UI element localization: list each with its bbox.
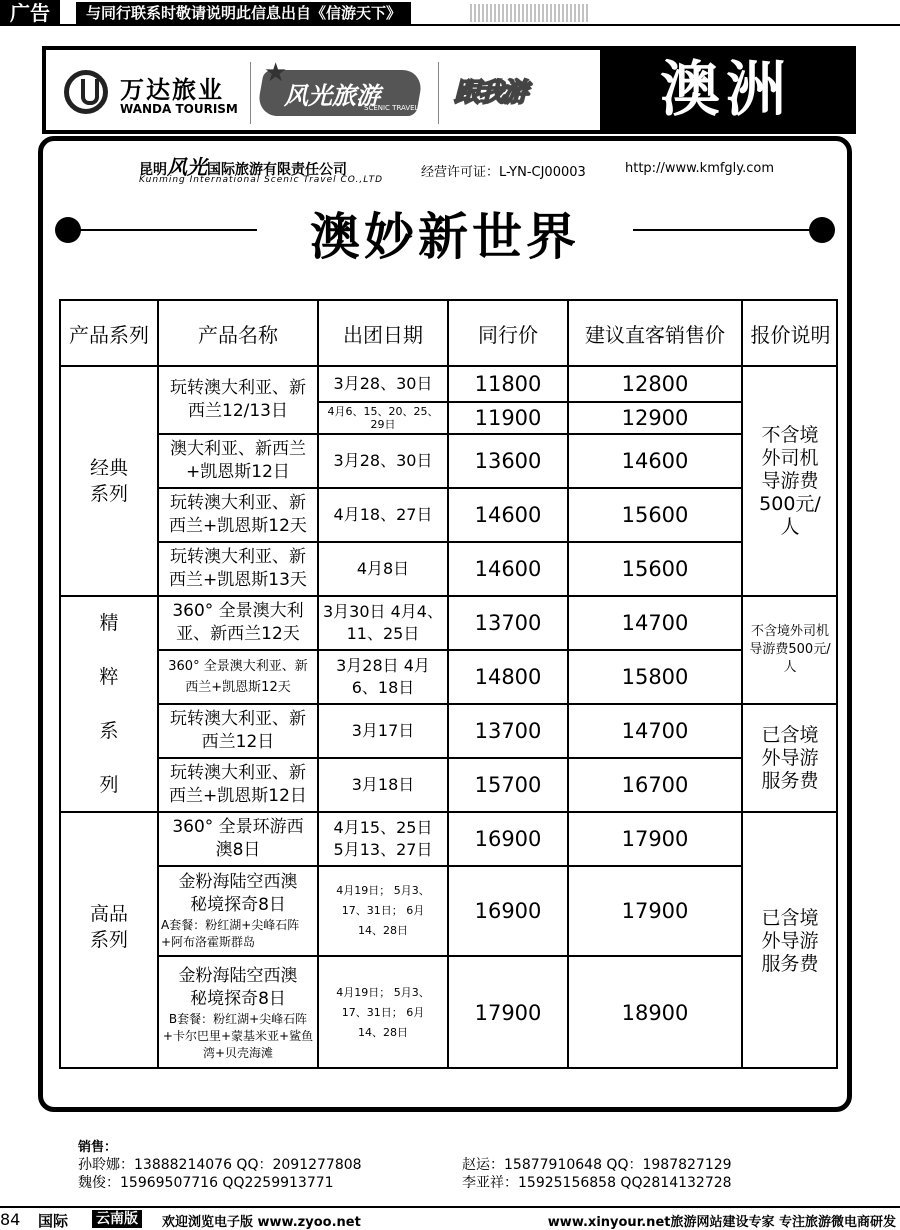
wanda-name-cn: 万达旅业 — [120, 76, 224, 104]
departure-date: 3月18日 — [351, 775, 415, 794]
departure-date: 4月15、25日 5月13、27日 — [333, 818, 433, 859]
main-panel — [38, 136, 852, 1112]
retail-price: 14700 — [621, 719, 689, 743]
departure-date: 4月6、15、20、25、29日 — [327, 405, 439, 431]
header-series: 产品系列 — [69, 322, 149, 347]
product-name: 玩转澳大利亚、新西兰+凯恩斯13天 — [169, 547, 307, 590]
retail-price: 14600 — [621, 449, 689, 473]
trade-price: 14800 — [474, 665, 542, 689]
destination-label: 澳洲 — [600, 50, 852, 130]
trade-price: 13700 — [474, 719, 542, 743]
series-essence — [89, 597, 129, 811]
retail-price: 12800 — [621, 372, 689, 396]
brand-header — [42, 46, 856, 134]
footer-right-text[interactable]: www.xinyour.net旅游网站建设专家 专注旅游微电商研发 — [547, 1215, 896, 1230]
product-name: 澳大利亚、新西兰+凯恩斯12日 — [170, 439, 306, 482]
retail-price: 15600 — [621, 503, 689, 527]
trade-price: 13700 — [474, 611, 542, 635]
footer-left-text[interactable]: 欢迎浏览电子版 www.zyoo.net — [162, 1215, 361, 1230]
trade-price: 13600 — [474, 449, 542, 473]
price-note: 不含境外司机导游费500元/人 — [749, 624, 831, 675]
brand-separator — [438, 62, 439, 124]
departure-date: 4月18、27日 — [333, 505, 433, 524]
departure-date: 4月8日 — [356, 559, 410, 578]
sales-contact: 赵运：15877910648 QQ：1987827129 — [462, 1157, 732, 1173]
trade-price: 16900 — [474, 899, 542, 923]
header-price-note: 报价说明 — [750, 322, 831, 347]
trade-price: 17900 — [474, 1001, 542, 1025]
product-name: 360° 全景澳大利亚、新西兰12天 — [172, 601, 304, 644]
retail-price: 17900 — [621, 827, 689, 851]
sales-contact: 孙聆娜：13888214076 QQ：2091277808 — [78, 1157, 362, 1173]
top-note: 与同行联系时敬请说明此信息出自《信游天下》 — [76, 2, 411, 24]
brand-separator — [250, 62, 251, 124]
package-detail: A套餐：粉红湖+尖峰石阵+阿布洛霍斯群岛 — [161, 918, 300, 949]
series-classic: 经典系列 — [89, 457, 128, 505]
top-banner — [0, 0, 900, 26]
product-name-cell — [159, 867, 317, 955]
trade-price: 15700 — [474, 773, 542, 797]
top-fade-pattern — [470, 4, 590, 22]
edition-badge: 云南版 — [92, 1210, 142, 1228]
retail-price: 18900 — [621, 1001, 689, 1025]
series-essence-char: 粹 — [99, 666, 119, 688]
product-name: 玩转澳大利亚、新西兰12/13日 — [170, 378, 306, 421]
sales-contact: 李亚祥：15925156858 QQ2814132728 — [462, 1175, 732, 1191]
title-dot-right — [809, 217, 835, 243]
package-detail: B套餐：粉红湖+尖峰石阵+卡尔巴里+蒙基米亚+鲨鱼湾+贝壳海滩 — [162, 1011, 314, 1060]
company-name-rest: 国际旅游有限责任公司 — [207, 162, 347, 178]
trade-price: 11800 — [474, 372, 542, 396]
product-name: 玩转澳大利亚、新西兰12日 — [170, 709, 306, 752]
header-trade-price: 同行价 — [478, 322, 538, 347]
fengguang-logo-text: 风光旅游 — [284, 82, 380, 110]
product-name: 金粉海陆空西澳秘境探奇8日 — [178, 965, 298, 1009]
price-table — [59, 299, 838, 1069]
header-product-name: 产品名称 — [198, 322, 278, 347]
departure-date: 3月28、30日 — [333, 451, 433, 470]
departure-date: 3月17日 — [351, 721, 415, 740]
company-prefix: 昆明 — [139, 162, 167, 178]
page-number: 84 — [0, 1210, 21, 1229]
price-note: 已含境外导游服务费 — [761, 906, 819, 975]
sales-contact: 魏俊：15969507716 QQ2259913771 — [78, 1175, 334, 1191]
departure-date: 4月19日； 5月3、17、31日； 6月14、28日 — [336, 986, 430, 1039]
retail-price: 15600 — [621, 557, 689, 581]
retail-price: 12900 — [621, 406, 689, 430]
series-essence-char: 列 — [99, 774, 119, 796]
departure-date: 4月19日； 5月3、17、31日； 6月14、28日 — [336, 884, 430, 937]
product-name: 360° 全景环游西澳8日 — [172, 817, 304, 860]
ad-tag: 广告 — [0, 0, 60, 26]
title-line-right — [633, 229, 811, 231]
trade-price: 14600 — [474, 557, 542, 581]
col-divider — [741, 301, 743, 1067]
sales-label: 销售： — [78, 1140, 118, 1155]
section-name: 国际 — [38, 1212, 69, 1230]
trade-price: 11900 — [474, 406, 542, 430]
retail-price: 14700 — [621, 611, 689, 635]
product-name: 玩转澳大利亚、新西兰+凯恩斯12天 — [169, 493, 307, 536]
trade-price: 14600 — [474, 503, 542, 527]
company-name-big: 风光 — [167, 155, 207, 179]
price-note: 不含境外司机导游费500元/人 — [759, 423, 821, 538]
series-premium: 高品系列 — [89, 903, 128, 951]
trade-price: 16900 — [474, 827, 542, 851]
wanda-logo-icon — [64, 70, 108, 114]
product-name: 360° 全景澳大利亚、新西兰+凯恩斯12天 — [168, 659, 308, 695]
retail-price: 15800 — [621, 665, 689, 689]
product-name-cell — [159, 957, 317, 1069]
series-essence-char: 系 — [99, 720, 119, 742]
departure-date: 3月30日 4月4、11、25日 — [323, 602, 443, 643]
header-retail-price: 建议直客销售价 — [585, 322, 725, 347]
product-name: 金粉海陆空西澳秘境探奇8日 — [178, 872, 298, 915]
header-departure-date: 出团日期 — [343, 322, 423, 347]
departure-date: 3月28日 4月6、18日 — [336, 656, 430, 697]
wanda-logo-block — [64, 64, 264, 120]
company-name-en: Kunming International Scenic Travel CO.,LTD — [139, 175, 384, 185]
series-essence-char: 精 — [99, 612, 119, 634]
company-url[interactable]: http://www.kmfgly.com — [625, 161, 775, 176]
top-divider — [60, 24, 900, 26]
product-name: 玩转澳大利亚、新西兰+凯恩斯12日 — [169, 763, 307, 806]
retail-price: 17900 — [621, 899, 689, 923]
star-icon: ★ — [264, 58, 288, 88]
retail-price: 16700 — [621, 773, 689, 797]
license-number: 经营许可证：L-YN-CJ00003 — [421, 165, 586, 180]
footer-divider — [0, 1206, 900, 1208]
fengguang-logo-en: SCENIC TRAVEL — [364, 104, 419, 112]
wanda-name-en: WANDA TOURISM — [120, 102, 238, 116]
gen-logo-text: 跟我游 — [454, 78, 527, 108]
departure-date: 3月28、30日 — [333, 374, 433, 393]
price-note: 已含境外导游服务费 — [761, 723, 819, 792]
page-title: 澳妙新世界 — [310, 208, 580, 266]
